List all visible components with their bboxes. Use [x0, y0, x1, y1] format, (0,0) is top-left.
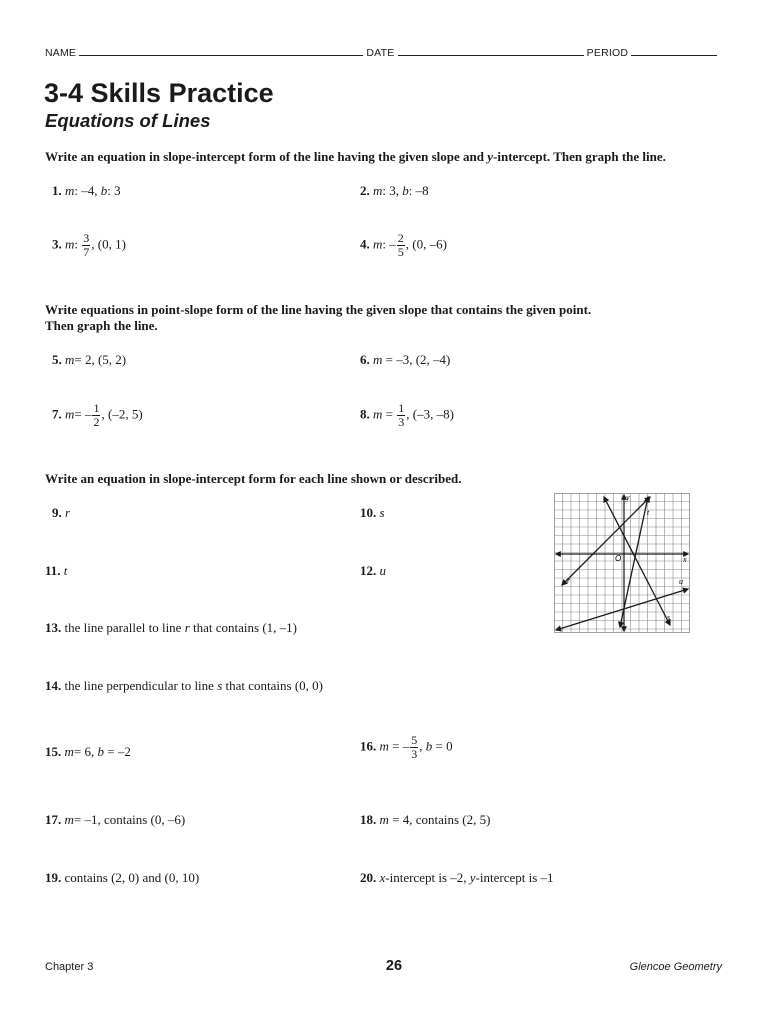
- fraction: [82, 232, 90, 259]
- problem-number: 20.: [360, 870, 377, 885]
- problem-1: [52, 183, 121, 199]
- problem-number: 4.: [360, 236, 370, 252]
- instr-text-a: Write an equation in slope-intercept form of the line having the given slope and: [45, 149, 488, 164]
- period-blank[interactable]: [631, 46, 717, 56]
- problem-number: 8.: [360, 406, 370, 422]
- footer-book: Glencoe Geometry: [629, 961, 722, 973]
- point-value: , (–3, –8): [406, 406, 454, 422]
- problem-16: [360, 734, 453, 761]
- x-axis-label: x: [683, 555, 687, 564]
- point-value: , (0, 1): [91, 236, 126, 252]
- date-label: DATE: [366, 47, 395, 59]
- problem-number: 17.: [45, 812, 62, 827]
- numerator: 1: [398, 401, 405, 415]
- point-value: , (–2, 5): [101, 406, 143, 422]
- footer-chapter: Chapter 3: [45, 961, 94, 973]
- var-y: y: [469, 870, 476, 885]
- date-blank[interactable]: [398, 46, 584, 56]
- fraction: [397, 402, 405, 429]
- denominator: 5: [397, 245, 404, 259]
- problem-text: = 0: [432, 738, 453, 754]
- problem-text: ,: [419, 738, 426, 754]
- problem-text: contains (2, 0) and (0, 10): [64, 870, 200, 885]
- page-title: 3-4 Skills Practice: [44, 78, 274, 108]
- point-value: , (0, –6): [405, 236, 447, 252]
- problem-text: = –2: [103, 744, 131, 759]
- problem-number: 12.: [360, 563, 377, 578]
- problem-number: 1.: [52, 183, 62, 198]
- var-b: b: [100, 183, 108, 198]
- line-u-label: u: [679, 577, 683, 586]
- problem-number: 13.: [45, 620, 62, 635]
- problem-text: = 4, contains (2, 5): [388, 812, 491, 827]
- problem-2: [360, 183, 429, 199]
- line-var: u: [379, 563, 386, 578]
- line-s-label: s: [667, 613, 671, 622]
- problem-number: 18.: [360, 812, 377, 827]
- slope-value: : 3,: [382, 183, 403, 198]
- problem-text: that contains (1, –1): [189, 620, 298, 635]
- numerator: 1: [93, 401, 100, 415]
- page-number: 26: [385, 958, 403, 974]
- var-m: m: [65, 183, 75, 198]
- name-label: NAME: [45, 47, 77, 59]
- numerator: 2: [397, 231, 404, 245]
- separator: =: [385, 406, 397, 422]
- problem-19: [45, 870, 199, 886]
- problem-text: = –3, (2, –4): [385, 352, 451, 367]
- problem-number: 10.: [360, 505, 377, 520]
- section3-instruction: Write an equation in slope-intercept form for each line shown or described.: [45, 471, 462, 486]
- problem-number: 3.: [52, 236, 62, 252]
- intercept-value: : 3: [107, 183, 121, 198]
- var-b: b: [402, 183, 409, 198]
- problem-4: [360, 232, 447, 259]
- separator: :: [74, 236, 79, 252]
- problem-text: -intercept is –1: [475, 870, 554, 885]
- graph-grid: [554, 493, 690, 633]
- problem-5: [52, 352, 126, 368]
- problem-number: 5.: [52, 352, 62, 367]
- problem-10: [360, 505, 385, 521]
- denominator: 2: [93, 415, 100, 429]
- numerator: 3: [83, 231, 90, 245]
- denominator: 3: [398, 415, 405, 429]
- page-subtitle: Equations of Lines: [45, 110, 211, 131]
- denominator: 7: [83, 245, 90, 259]
- problem-17: [45, 812, 185, 828]
- problem-number: 16.: [360, 738, 377, 754]
- section2-instruction: [45, 302, 591, 334]
- var-m: m: [65, 352, 75, 367]
- problem-text: -intercept is –2,: [385, 870, 470, 885]
- problem-number: 11.: [45, 563, 61, 578]
- var-b: b: [97, 744, 104, 759]
- period-label: PERIOD: [586, 47, 629, 59]
- instr-line-1: Write equations in point-slope form of the line having the given slope that contains the given point.: [45, 302, 592, 317]
- problem-12: [360, 563, 386, 579]
- var-m: m: [373, 406, 383, 422]
- numerator: 5: [411, 733, 418, 747]
- name-blank[interactable]: [79, 46, 363, 56]
- var-m: m: [65, 236, 75, 252]
- y-axis-label: y: [626, 493, 630, 502]
- intercept-value: : –8: [408, 183, 429, 198]
- line-var: s: [379, 505, 385, 520]
- problem-11: [45, 563, 67, 579]
- problem-14: [45, 678, 323, 694]
- fraction: [410, 734, 418, 761]
- separator: = –: [388, 738, 410, 754]
- fraction: [92, 402, 100, 429]
- problem-number: 15.: [45, 744, 62, 759]
- coordinate-graph: [554, 493, 690, 633]
- problem-text: that contains (0, 0): [222, 678, 323, 693]
- line-var: t: [63, 563, 68, 578]
- header-fields: [45, 46, 725, 59]
- var-x: x: [379, 870, 386, 885]
- origin-label: O: [615, 554, 622, 563]
- problem-15: [45, 744, 131, 760]
- var-m: m: [379, 812, 389, 827]
- problem-13: [45, 620, 297, 636]
- instr-line-2: Then graph the line.: [45, 318, 158, 333]
- var-m: m: [379, 738, 389, 754]
- denominator: 3: [411, 747, 418, 761]
- var-m: m: [373, 236, 383, 252]
- line-r-label: r: [567, 576, 571, 585]
- fraction: [397, 232, 405, 259]
- var-m: m: [64, 744, 74, 759]
- problem-text: = 6,: [73, 744, 98, 759]
- problem-8: [360, 402, 454, 429]
- var-m: m: [373, 352, 383, 367]
- problem-number: 7.: [52, 406, 62, 422]
- problem-6: [360, 352, 450, 368]
- line-var: r: [65, 505, 71, 520]
- slope-value: : –4,: [74, 183, 101, 198]
- problem-number: 9.: [52, 505, 62, 520]
- problem-18: [360, 812, 490, 828]
- separator: = –: [74, 406, 92, 422]
- problem-text: the line parallel to line: [64, 620, 185, 635]
- var-m: m: [373, 183, 383, 198]
- section1-instruction: [45, 149, 666, 165]
- problem-number: 2.: [360, 183, 370, 198]
- line-var: r: [184, 620, 190, 635]
- line-var: s: [217, 678, 223, 693]
- var-m: m: [64, 812, 74, 827]
- var-b: b: [425, 738, 433, 754]
- problem-number: 19.: [45, 870, 62, 885]
- problem-number: 14.: [45, 678, 62, 693]
- problem-20: [360, 870, 554, 886]
- var-m: m: [65, 406, 75, 422]
- line-t-label: t: [647, 508, 650, 517]
- problem-text: = 2, (5, 2): [74, 352, 127, 367]
- problem-9: [52, 505, 70, 521]
- instr-var: y: [487, 149, 494, 164]
- problem-3: [52, 232, 126, 259]
- problem-7: [52, 402, 143, 429]
- instr-text-b: -intercept. Then graph the line.: [493, 149, 666, 164]
- problem-text: = –1, contains (0, –6): [73, 812, 186, 827]
- separator: : –: [382, 236, 396, 252]
- problem-number: 6.: [360, 352, 370, 367]
- problem-text: the line perpendicular to line: [64, 678, 218, 693]
